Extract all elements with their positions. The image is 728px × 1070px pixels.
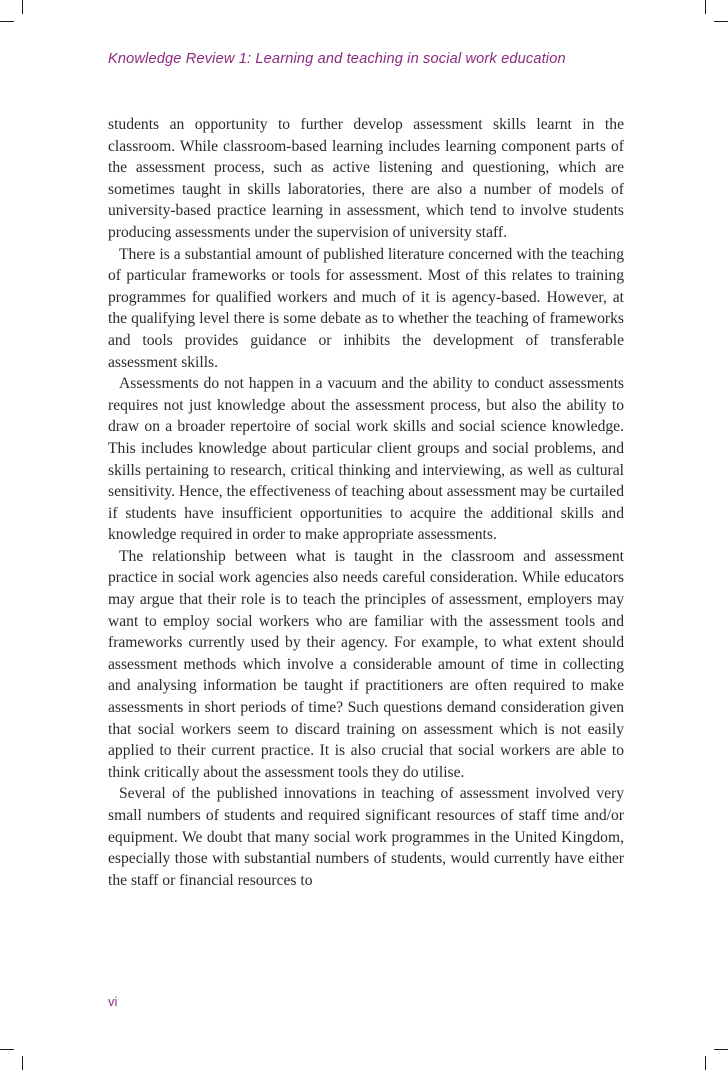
crop-mark-top-left-h <box>0 21 14 22</box>
paragraph-5: Several of the published innovations in teaching of assessment involved very small numbers of students and required significant resources of staff time and/or equipment. We doubt that many social work programmes in the United Kingdom, especially those with substantial numbers of students, would currently have either the staff or financial resources to <box>108 785 624 889</box>
paragraph-2: There is a substantial amount of published literature concerned with the teaching of particular frameworks or tools for assessment. Most of this relates to training programmes for qualified workers and much of it is agency-based. However, at the qualifying level there is some debate as to whether the teaching of frameworks and tools provides guidance or inhibits the development of transferable assessment skills. <box>108 245 624 371</box>
crop-mark-bottom-right-v <box>705 1056 706 1070</box>
paragraph-1: students an opportunity to further develop assessment skills learnt in the classroom. While classroom-based learning includes learning component parts of the assessment process, such as active listening and questioning, which are sometimes taught in skills laboratories, there are also a number of models of university-based practice learning in assessment, which tend to involve students producing assessments under the supervision of university staff. <box>108 116 624 241</box>
crop-mark-bottom-right-h <box>714 1049 728 1050</box>
paragraph-3: Assessments do not happen in a vacuum and the ability to conduct assessments requires not just knowledge about the assessment process, but also the ability to draw on a broader repertoire of social work skills and social science knowledge. This includes knowledge about particular client groups and social problems, and skills pertaining to research, critical thinking and interviewing, as well as cultural sensitivity. Hence, the effectiveness of teaching about assessment may be curtailed if students have insufficient opportunities to acquire the additional skills and knowledge required in order to make appropriate assessments. <box>108 375 624 544</box>
crop-mark-bottom-left-h <box>0 1049 14 1050</box>
crop-mark-bottom-left-v <box>22 1056 23 1070</box>
paragraph-4: The relationship between what is taught in the classroom and assessment practice in social work agencies also needs careful consideration. While educators may argue that their role is to teach the principles of assessment, employers may want to employ social workers who are familiar with the assessment tools and frameworks currently used by their agency. For example, to what extent should assessment methods which involve a considerable amount of time in collecting and analysing information be taught if practitioners are often required to make assessments in short periods of time? Such questions demand consideration given that social workers seem to discard training on assessment which is not easily applied to their current practice. It is also crucial that social workers are able to think critically about the assessment tools they do utilise. <box>108 547 624 781</box>
body-text <box>108 114 624 891</box>
crop-mark-top-right-v <box>705 0 706 14</box>
running-header: Knowledge Review 1: Learning and teaching in social work education <box>108 51 566 67</box>
crop-mark-top-left-v <box>22 0 23 14</box>
crop-mark-top-right-h <box>714 21 728 22</box>
page-number: vi <box>108 994 118 1009</box>
